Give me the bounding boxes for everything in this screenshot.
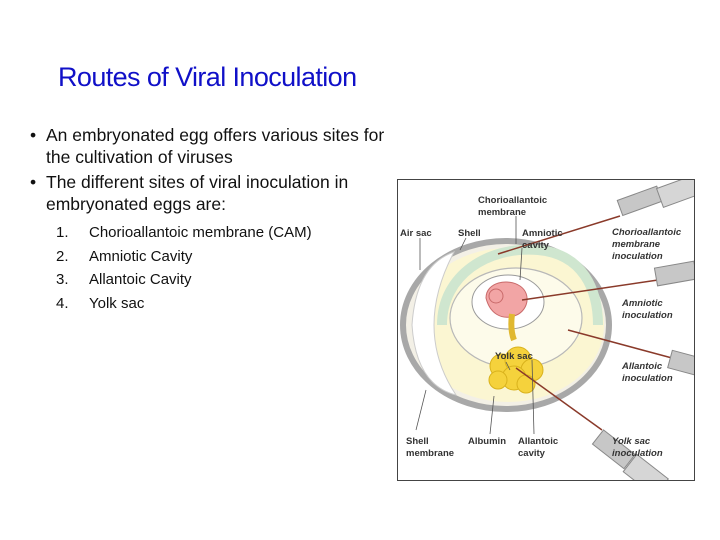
list-number: 4. [56,294,69,312]
label-allantoic-cavity: cavity [518,448,545,459]
list-text: Allantoic Cavity [89,271,192,288]
bullet-item [30,171,410,215]
label-chorioallantoic-membrane: Chorioallantoic [478,195,548,206]
label-air-sac: Air sac [400,228,432,239]
syringe-yolk [516,368,668,480]
bullet-list [30,124,410,315]
egg-diagram-svg [398,180,694,480]
label-chorioallantoic-membrane: membrane [478,207,527,218]
slide-title: Routes of Viral Inoculation [58,62,357,92]
list-text: Chorioallantoic membrane (CAM) [89,224,312,241]
label-cam-inoculation: membrane [612,239,661,250]
list-number: 3. [56,271,69,288]
label-shell-membrane: Shell [406,436,429,447]
label-cam-inoculation: Chorioallantoic [612,227,682,238]
bullet-item [30,124,410,168]
bullet-text: An embryonated egg offers various sites for the cultivation of viruses [46,125,385,167]
list-text: Amniotic Cavity [89,247,193,265]
list-text: Yolk sac [89,294,145,312]
label-yolk-sac: Yolk sac [495,351,533,362]
embryo-head [489,289,503,303]
list-item [56,268,410,292]
yolk-stalk [511,314,514,340]
list-item [56,245,410,269]
label-yolk-sac-inoculation: inoculation [612,448,663,459]
label-amniotic-inoculation: Amniotic [622,298,663,309]
list-item [56,221,410,245]
label-allantoic-inoculation: Allantoic [622,361,663,372]
label-amniotic-inoculation: inoculation [622,310,673,321]
label-shell-membrane: membrane [406,448,455,459]
label-allantoic-inoculation: inoculation [622,373,673,384]
label-amniotic-cavity: Amniotic [522,228,563,239]
list-number: 2. [56,247,69,265]
bullet-text: The different sites of viral inoculation in embryonated eggs are: [46,172,349,214]
label-yolk-sac-inoculation: Yolk sac [612,436,651,447]
label-cam-inoculation: inoculation [612,251,663,262]
label-allantoic-cavity: Allantoic [518,436,559,447]
numbered-list [56,221,410,315]
label-shell: Shell [458,228,481,239]
label-albumin: Albumin [468,436,506,447]
label-amniotic-cavity: cavity [522,240,549,251]
list-number: 1. [56,224,69,241]
egg-inoculation-diagram [397,179,695,481]
bullet-dot: • [30,172,37,192]
list-item [56,292,410,316]
bullet-dot: • [30,125,37,145]
